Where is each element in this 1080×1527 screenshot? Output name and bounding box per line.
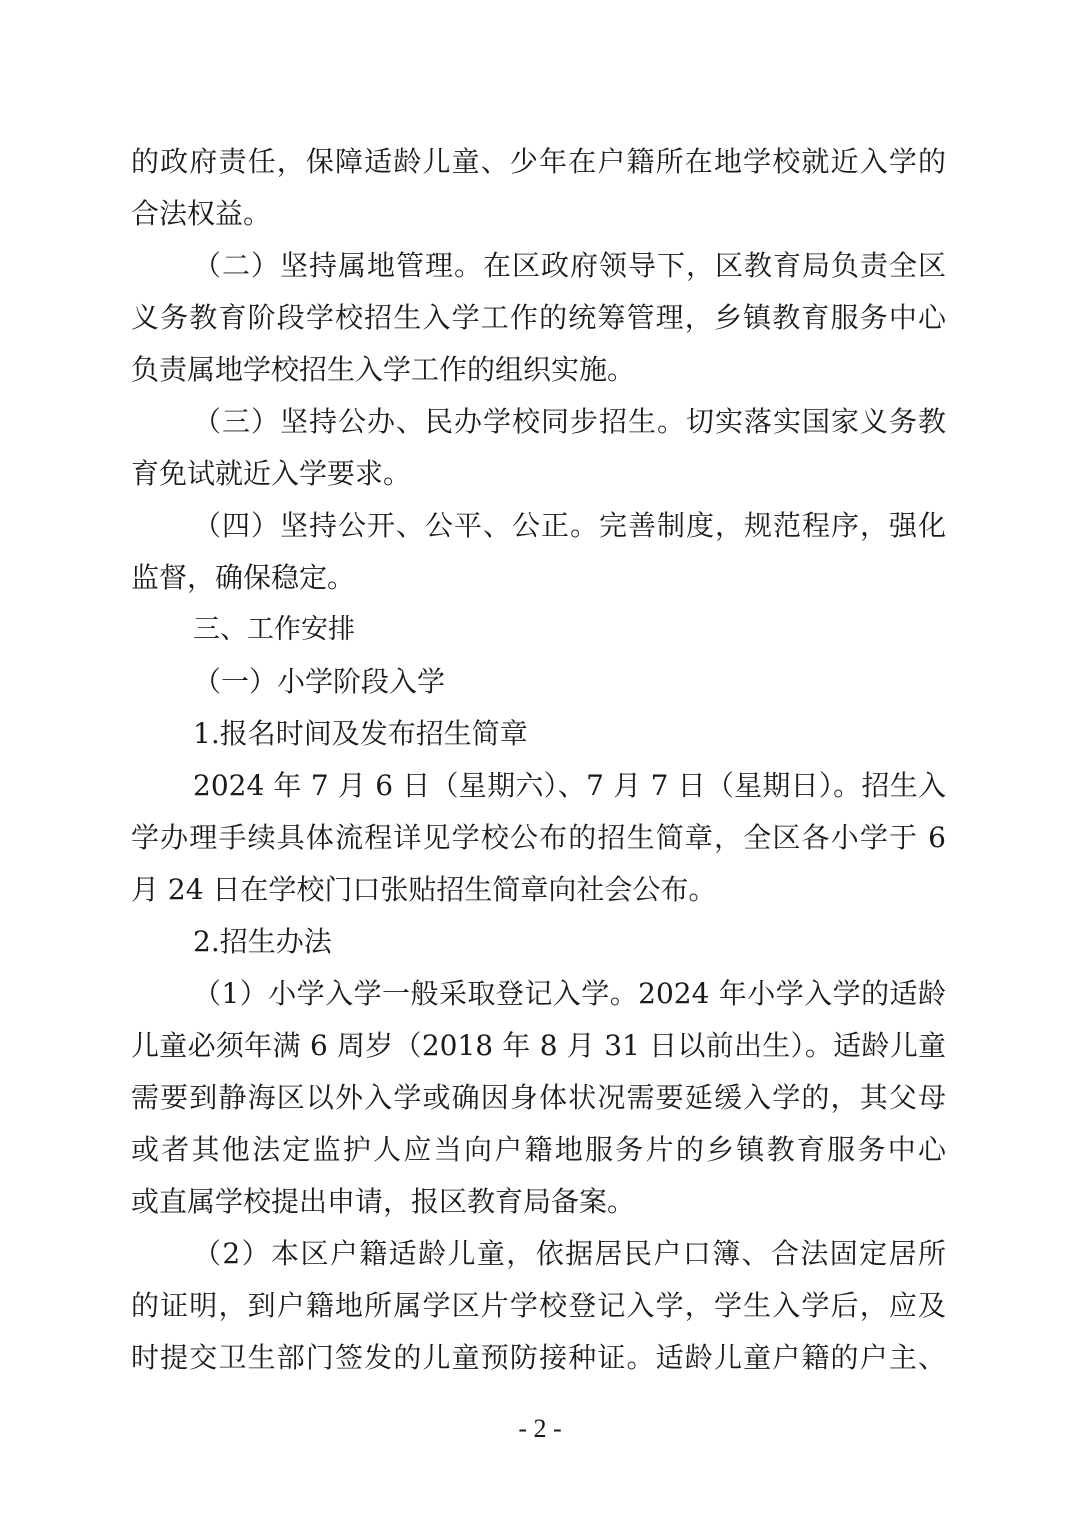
paragraph-line: 时提交卫生部门签发的儿童预防接种证。适龄儿童户籍的户主、 [131,1341,946,1374]
paragraph-line: 监督，确保稳定。 [131,561,356,594]
paragraph-line: 或者其他法定监护人应当向户籍地服务片的乡镇教育服务中心 [131,1133,946,1166]
paragraph-line: 2024 年 7 月 6 日（星期六）、7 月 7 日（星期日）。招生入 [193,769,946,802]
paragraph-line: （1）小学入学一般采取登记入学。2024 年小学入学的适龄 [193,977,946,1010]
item-heading: 2.招生办法 [193,925,332,958]
item-heading: 1.报名时间及发布招生简章 [193,717,528,750]
paragraph-line: 月 24 日在学校门口张贴招生简章向社会公布。 [131,873,717,906]
paragraph-line: 义务教育阶段学校招生入学工作的统筹管理，乡镇教育服务中心 [131,301,946,334]
paragraph-line: 的证明，到户籍地所属学区片学校登记入学，学生入学后，应及 [131,1289,946,1322]
paragraph-line: 需要到静海区以外入学或确因身体状况需要延缓入学的，其父母 [131,1081,946,1114]
paragraph-line: 负责属地学校招生入学工作的组织实施。 [131,353,636,386]
paragraph-line: 合法权益。 [131,197,272,230]
paragraph-line: 的政府责任，保障适龄儿童、少年在户籍所在地学校就近入学的 [131,145,946,178]
paragraph-line: （二）坚持属地管理。在区政府领导下，区教育局负责全区 [193,249,946,282]
paragraph-line: 或直属学校提出申请，报区教育局备案。 [131,1185,636,1218]
page-number: - 2 - [518,1414,562,1443]
paragraph-line: （四）坚持公开、公平、公正。完善制度，规范程序，强化 [193,509,946,542]
paragraph-line: 学办理手续具体流程详见学校公布的招生简章，全区各小学于 6 [131,821,946,854]
document-body [131,136,946,1384]
paragraph-line: 育免试就近入学要求。 [131,457,412,490]
paragraph-line: 儿童必须年满 6 周岁（2018 年 8 月 31 日以前出生）。适龄儿童 [131,1029,946,1062]
paragraph-line: （2）本区户籍适龄儿童，依据居民户口簿、合法固定居所 [193,1237,946,1270]
subsection-heading: （一）小学阶段入学 [193,665,446,698]
section-heading: 三、工作安排 [193,614,355,645]
paragraph-line: （三）坚持公办、民办学校同步招生。切实落实国家义务教 [193,405,946,438]
